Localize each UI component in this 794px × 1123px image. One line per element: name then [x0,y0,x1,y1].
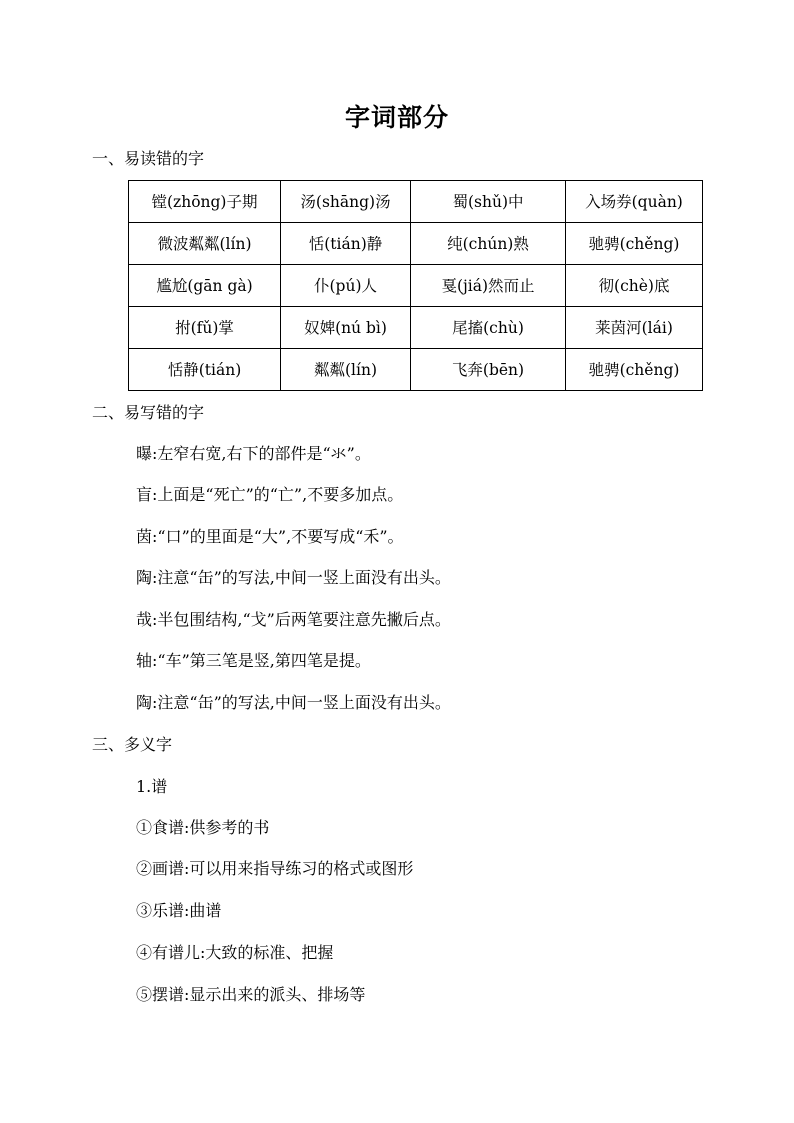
table-cell: 尾搐(chù) [411,307,566,349]
polysemy-meaning: ②画谱:可以用来指导练习的格式或图形 [136,859,414,878]
table-cell: 尴尬(gān gà) [129,265,281,307]
table-cell: 拊(fǔ)掌 [129,307,281,349]
table-cell: 镗(zhōng)子期 [129,181,281,223]
table-cell: 微波粼粼(lín) [129,223,281,265]
page-title: 字词部分 [344,103,449,132]
section-heading-miswritten: 二、易写错的字 [92,403,205,422]
table-row [129,223,703,265]
table-cell: 奴婢(nú bì) [281,307,411,349]
table-cell: 汤(shāng)汤 [281,181,411,223]
polysemy-meaning: ⑤摆谱:显示出来的派头、排场等 [136,985,366,1004]
writing-item: 曝:左窄右宽,右下的部件是“氺”。 [136,444,371,463]
writing-item: 茵:“口”的里面是“大”,不要写成“禾”。 [136,527,404,546]
writing-item: 哉:半包围结构,“戈”后两笔要注意先撇后点。 [136,610,451,629]
table-row [129,265,703,307]
table-row [129,307,703,349]
table-row [129,349,703,391]
table-cell: 恬静(tián) [129,349,281,391]
polysemy-meaning: ④有谱儿:大致的标准、把握 [136,943,334,962]
table-cell: 戛(jiá)然而止 [411,265,566,307]
section-heading-polysemy: 三、多义字 [92,735,173,754]
misread-characters-table [128,180,703,391]
polysemy-meaning: ①食谱:供参考的书 [136,818,270,837]
writing-item: 盲:上面是“死亡”的“亡”,不要多加点。 [136,485,404,504]
table-cell: 纯(chún)熟 [411,223,566,265]
writing-item: 轴:“车”第三笔是竖,第四笔是提。 [136,651,371,670]
table-cell: 蜀(shǔ)中 [411,181,566,223]
table-cell: 入场券(quàn) [566,181,703,223]
table-cell: 彻(chè)底 [566,265,703,307]
polysemy-word: 1.谱 [136,777,168,796]
table-cell: 恬(tián)静 [281,223,411,265]
table-cell: 驰骋(chěng) [566,349,703,391]
table-cell: 粼粼(lín) [281,349,411,391]
table-row [129,181,703,223]
polysemy-meaning: ③乐谱:曲谱 [136,901,222,920]
writing-item: 陶:注意“缶”的写法,中间一竖上面没有出头。 [136,693,451,712]
section-heading-misread: 一、易读错的字 [92,149,205,168]
table-cell: 莱茵河(lái) [566,307,703,349]
table-cell: 驰骋(chěng) [566,223,703,265]
writing-item: 陶:注意“缶”的写法,中间一竖上面没有出头。 [136,568,451,587]
table-cell: 仆(pú)人 [281,265,411,307]
table-cell: 飞奔(bēn) [411,349,566,391]
